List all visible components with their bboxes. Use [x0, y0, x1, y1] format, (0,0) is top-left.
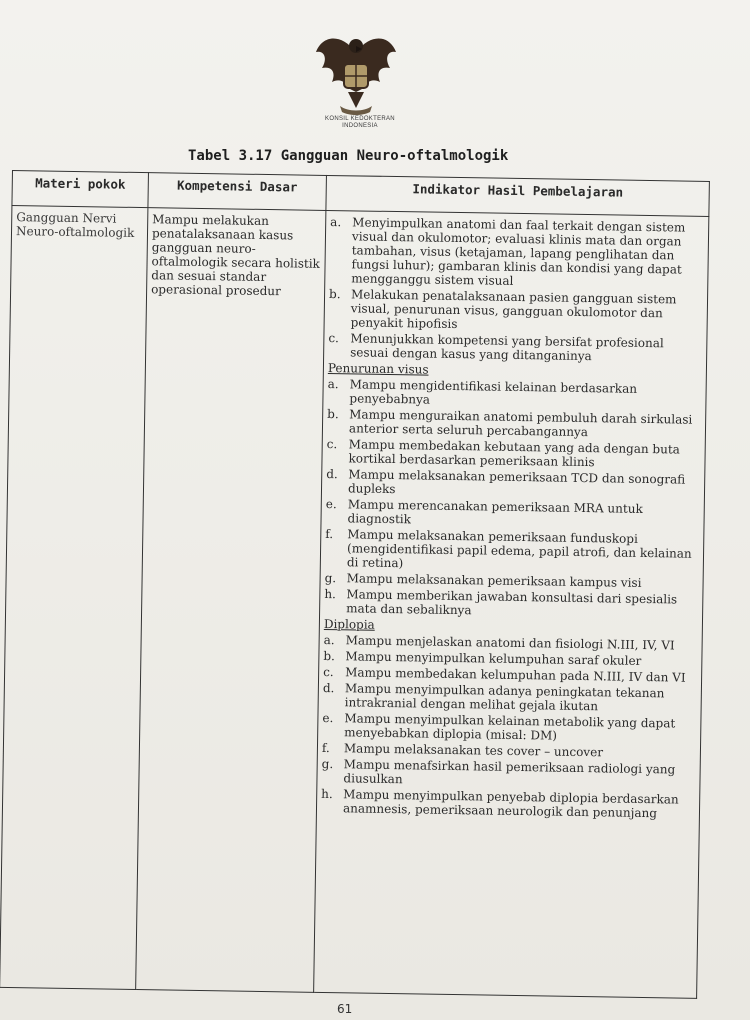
item-text: Mampu menafsirkan hasil pemeriksaan radiologi yang diusulkan	[343, 757, 676, 787]
item-letter: a.	[327, 376, 339, 392]
list-item	[327, 407, 701, 441]
list-item	[329, 287, 704, 335]
header-materi-pokok: Materi pokok	[12, 171, 149, 208]
item-text: Mampu menyimpulkan penyebab diplopia berdasarkan anamnesis, pemeriksaan neurologik dan penunjang	[342, 787, 679, 821]
item-letter: c.	[323, 664, 334, 680]
cell-indikator	[314, 210, 709, 998]
item-text: Mampu melaksanakan pemeriksaan kampus visi	[346, 571, 642, 590]
list-item	[325, 527, 700, 575]
item-letter: g.	[324, 570, 337, 586]
item-letter: e.	[322, 710, 334, 726]
visus-indicator-list	[324, 377, 702, 621]
item-text: Mampu melaksanakan pemeriksaan funduskopi (mengidentifikasi papil edema, papil atrofi, dan kelainan di retina)	[346, 527, 692, 571]
item-text: Menyimpulkan anatomi dan faal terkait dengan sistem visual dan okulomotor; evaluasi klinis mata dan organ tambahan, visus (ketajaman, lapang penglihatan dan fungsi luhur); gambaran klinis dan kondisi yang dapat mengganggu sistem visual	[351, 215, 686, 288]
list-item	[321, 757, 695, 791]
list-item	[323, 681, 697, 715]
section-heading-visus: Penurunan visus	[327, 360, 429, 377]
indicator-table	[0, 170, 710, 999]
section-heading-diplopia: Diplopia	[323, 616, 375, 632]
item-text: Mampu merencanakan pemeriksaan MRA untuk diagnostik	[347, 497, 643, 527]
header-kompetensi-dasar: Kompetensi Dasar	[148, 173, 327, 211]
item-letter: c.	[328, 330, 340, 346]
item-letter: a.	[330, 215, 342, 230]
item-letter: a.	[323, 632, 335, 648]
table-row	[0, 206, 709, 999]
item-text: Mampu menyimpulkan kelumpuhan saraf okuler	[345, 649, 642, 668]
item-letter: b.	[327, 406, 339, 422]
item-letter: h.	[324, 586, 337, 602]
list-item	[321, 787, 695, 821]
diplopia-indicator-list	[321, 633, 698, 821]
emblem-caption	[300, 116, 420, 130]
cell-kompetensi-dasar: Mampu melakukan penatalaksanaan kasus gangguan neuro-oftalmologik secara holistik dan sesuai standar operasional prosedur	[136, 208, 326, 993]
item-text: Mampu membedakan kelumpuhan pada N.III, IV dan VI	[345, 665, 686, 685]
item-letter: f.	[321, 740, 330, 756]
list-item	[327, 377, 701, 411]
item-text: Mampu melaksanakan tes cover – uncover	[343, 741, 604, 760]
item-text: Mampu menyimpulkan kelainan metabolik yang dapat menyebabkan diplopia (misal: DM)	[344, 711, 676, 743]
item-letter: d.	[326, 466, 338, 482]
item-letter: e.	[325, 496, 337, 512]
list-item	[326, 437, 700, 471]
cell-materi-pokok: Gangguan Nervi Neuro-oftalmologik	[0, 206, 148, 990]
item-letter: d.	[322, 680, 335, 696]
item-letter: b.	[323, 648, 336, 664]
item-text: Mampu mengidentifikasi kelainan berdasarkan penyebabnya	[349, 377, 638, 407]
list-item	[328, 331, 702, 365]
item-letter: b.	[328, 286, 341, 302]
item-letter: h.	[321, 786, 333, 802]
item-text: Mampu menguraikan anatomi pembuluh darah sirkulasi anterior serta seluruh percabangannya	[348, 407, 693, 440]
list-item	[326, 467, 700, 501]
item-text: Mampu menjelaskan anatomi dan fisiologi N.III, IV, VI	[345, 633, 675, 653]
table-container	[0, 170, 710, 999]
item-letter: f.	[325, 526, 334, 542]
list-item	[322, 711, 696, 745]
item-text: Mampu melaksanakan pemeriksaan TCD dan sonografi dupleks	[347, 467, 686, 497]
list-item	[324, 587, 698, 621]
item-text: Mampu memberikan jawaban konsultasi dari spesialis mata dan sebaliknya	[346, 587, 678, 618]
table-title: Tabel 3.17 Gangguan Neuro-oftalmologik	[188, 148, 509, 164]
item-text: Mampu membedakan kebutaan yang ada dengan buta kortikal berdasarkan pemeriksaan klinis	[348, 437, 681, 470]
emblem-caption-line-2: INDONESIA	[342, 123, 378, 129]
garuda-emblem	[310, 22, 402, 122]
general-indicator-list	[328, 215, 704, 365]
emblem-caption-line-1: KONSIL KEDOKTERAN	[325, 116, 395, 122]
item-letter: c.	[326, 436, 338, 452]
item-letter: g.	[321, 756, 334, 772]
list-item	[325, 497, 699, 531]
header-indikator: Indikator Hasil Pembelajaran	[326, 175, 710, 216]
item-text: Melakukan penatalaksanaan pasien gangguan sistem visual, penurunan visus, gangguan okulomotor dan penyakit hipofisis	[350, 287, 677, 332]
page-number: 61	[337, 1002, 353, 1016]
list-item	[329, 215, 704, 291]
item-text: Menunjukkan kompetensi yang bersifat profesional sesuai dengan kasus yang ditanganinya	[350, 331, 664, 364]
item-text: Mampu menyimpulkan adanya peningkatan tekanan intrakranial dengan melihat gejala ikutan	[344, 681, 665, 714]
